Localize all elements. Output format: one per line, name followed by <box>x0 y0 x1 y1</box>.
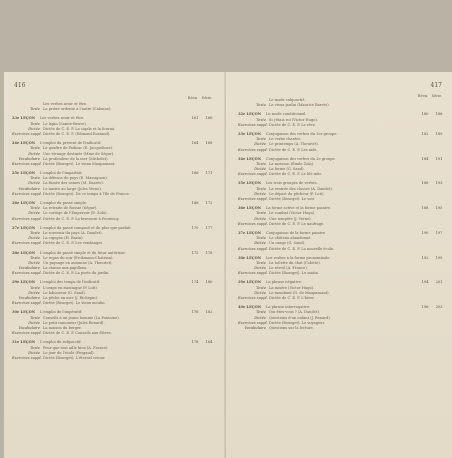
entry-text: Un paysage en automne (A. Theuriet). <box>43 260 113 265</box>
lesson-number: 24e LEÇON <box>12 141 36 146</box>
page-reference: 178 <box>205 250 213 255</box>
page-reference: 172 <box>191 250 199 255</box>
entry-text: La misère (Victor Hugo). <box>269 285 315 290</box>
entry-text: Dictée de C. E. P. Le blé mûr. <box>269 172 322 177</box>
page-reference: 201 <box>435 280 443 285</box>
entry-text: Qui êtes-vous ? (A. Daudet). <box>269 310 320 315</box>
entry-text: Dictée (Bourget). De ce temps à l'île de France. <box>43 191 130 196</box>
page-reference: 161 <box>191 116 199 121</box>
lesson-number: 30e LEÇON <box>12 310 36 315</box>
entry-label: Exercices suppl. <box>238 246 268 251</box>
entry-label: Dictée <box>28 290 40 295</box>
entry-label: Texte <box>30 206 40 211</box>
entry-text: Dictée (Bourget). Le matin. <box>269 271 319 276</box>
entry-label: Dictée <box>254 191 266 196</box>
entry-label: Exercices suppl. <box>238 320 268 325</box>
page-reference: 171 <box>205 171 213 176</box>
entry-label: Texte <box>256 161 266 166</box>
right-column-header-1: Réen. <box>417 94 429 98</box>
entry-label: Dictée <box>28 320 40 325</box>
page-reference: 177 <box>205 225 213 230</box>
entry-label: Dictée <box>28 211 40 216</box>
entry-label: Texte <box>256 236 266 241</box>
entry-label: Vocabulaire <box>18 266 40 271</box>
entry-text: Pour que tout aille bien (A. France). <box>43 345 109 350</box>
page-reference: 197 <box>435 230 443 235</box>
entry-text: La moisson (Émile Zola). <box>269 161 315 166</box>
entry-text: Le combat (Victor Hugo). <box>269 211 316 216</box>
entry-text: Le gouffre de Padirac (E. Jacquelines). <box>43 146 114 151</box>
page-reference: 180 <box>205 280 213 285</box>
entry-text: Le mode subjonctif. <box>269 98 305 102</box>
entry-label: Texte <box>256 117 266 122</box>
entry-text: Le navire au large (Jules Verne). <box>43 186 102 191</box>
entry-label: Dictée <box>254 290 266 295</box>
page-reference: 182 <box>421 131 429 136</box>
entry-label: Exercices suppl. <box>12 331 42 336</box>
entry-label: Dictée <box>254 315 266 320</box>
entry-text: L'emploi du présent de l'indicatif. <box>40 141 102 146</box>
lesson-number: 32e LEÇON <box>238 112 262 117</box>
entry-label: Exercices suppl. <box>12 301 42 306</box>
entry-label: Texte <box>30 285 40 290</box>
entry-text: Questions sur la lecture. <box>269 325 314 330</box>
entry-label: Dictée <box>28 260 40 265</box>
page-reference: 203 <box>435 305 443 310</box>
entry-text: Dictée de C. E. P. La porte du jardin. <box>43 271 110 276</box>
entry-text: L'emploi du passé simple. <box>40 201 88 205</box>
entry-text: Conjugaison des verbes du 1er groupe. <box>266 131 338 136</box>
page-reference: 195 <box>435 206 443 211</box>
entry-text: La maison du berger. <box>43 325 82 330</box>
entry-label: Texte <box>256 211 266 216</box>
entry-text: La prière ardente à l'autre (Calonne). <box>43 107 112 112</box>
entry-label: Vocabulaire <box>18 186 40 191</box>
entry-text: Dictée de C. E. P. La nouvelle école. <box>269 246 335 251</box>
entry-text: Le cortège de l'Empereur (E. Zola). <box>43 211 108 216</box>
entry-text: La forme active et la forme passive. <box>266 206 332 211</box>
page-reference: 184 <box>205 340 213 345</box>
entry-text: Si j'étais roi (Victor Hugo). <box>269 117 318 122</box>
entry-text: La pêche en mer (J. Richepin). <box>43 296 99 300</box>
entry-label: Dictée <box>28 181 40 186</box>
entry-label: Dictée <box>254 216 266 221</box>
entry-label: Texte <box>30 345 40 350</box>
entry-label: Vocabulaire <box>18 325 40 330</box>
page-reference: 164 <box>191 141 199 146</box>
entry-text: Dictée (Bourget). L'éternel retour. <box>43 355 106 360</box>
entry-label: Exercices suppl. <box>12 131 42 136</box>
entry-label: Vocabulaire <box>18 296 40 300</box>
entry-text: La cigogne (H. Bazin). <box>43 236 84 241</box>
entry-text: Le verbe chanter. <box>269 137 301 142</box>
entry-label: Dictée <box>28 126 40 131</box>
right-page-lines <box>238 98 446 331</box>
page-references <box>188 356 216 361</box>
entry-text: Les verbes avoir et être. <box>40 116 85 121</box>
entry-label: Exercices suppl. <box>238 122 268 127</box>
entry-text: Les verbes avoir et être. <box>43 102 88 106</box>
lesson-number: 38e LEÇON <box>238 255 262 260</box>
lesson-number: 31e LEÇON <box>12 340 36 345</box>
lesson-number: 27e LEÇON <box>12 225 36 230</box>
entry-text: Le lapin (Sainte-Beuve). <box>43 121 87 126</box>
entry-text: Le réveil (A. France). <box>269 266 308 271</box>
entry-text: Le petit ramoneur (Jules Renard). <box>43 320 105 325</box>
entry-text: La ferme (G. Sand). <box>269 167 305 172</box>
entry-text: Dictée de C. E. P. L'hiver. <box>269 296 315 300</box>
entry-text: Dictée de C. E. P. Les nids. <box>269 147 318 152</box>
entry-text: Dictée de C. E. P. Le naufrage. <box>269 221 325 226</box>
entry-label: Dictée <box>254 241 266 246</box>
entry-text: L'emploi du passé simple et du futur antérieur. <box>40 250 126 255</box>
left-column-header-2: Série. <box>201 96 213 100</box>
lesson-number: 35e LEÇON <box>238 181 262 186</box>
lesson-number: 28e LEÇON <box>12 250 36 255</box>
entry-text: La chasse aux papillons. <box>43 266 88 271</box>
entry-text: Dictée de C. E. P. Le rêve. <box>269 122 317 127</box>
left-column-headers <box>186 96 214 100</box>
right-column-header-2: Série. <box>431 94 443 98</box>
entry-text: La toilette du chat (Colette). <box>269 260 321 265</box>
entry-label: Texte <box>30 146 40 151</box>
entry-label: Texte <box>30 121 40 126</box>
entry-label: Dictée <box>254 167 266 172</box>
entry-label: Exercices suppl. <box>238 172 268 177</box>
right-page-number: 417 <box>430 82 442 89</box>
page-references <box>418 326 446 331</box>
entry-label: Dictée <box>254 142 266 147</box>
page-reference: 166 <box>205 116 213 121</box>
entry-text: L'emploi des temps de l'indicatif. <box>40 280 101 285</box>
page-reference: 196 <box>421 305 429 310</box>
page-reference: 184 <box>421 156 429 161</box>
entry-text: Conseils à un jeune homme (La Fontaine). <box>43 315 120 320</box>
entry-label: Texte <box>30 230 40 235</box>
entry-text: Le repas du soir (Erckmann-Chatrian). <box>43 255 114 260</box>
page-reference: 192 <box>421 255 429 260</box>
entry-text: Le mendiant (G. de Maupassant). <box>269 290 330 295</box>
entry-text: Le souvenir du pays (A. Daudet). <box>43 230 103 235</box>
entry-text: Un orage (G. Sand). <box>269 241 306 246</box>
page-reference: 182 <box>205 310 213 315</box>
entry-text: L'emploi de l'imparfait. <box>40 171 83 176</box>
entry-label: Dictée <box>28 236 40 241</box>
left-page-lines <box>12 102 216 361</box>
entry-text: Une étrange destinée (Mme de Ségur). <box>43 151 115 156</box>
entry-text: La retraite de Russie (Ségur). <box>43 206 98 211</box>
page-reference: 186 <box>421 181 429 186</box>
page-reference: 168 <box>191 201 199 205</box>
toc-row <box>238 326 446 331</box>
entry-text: Dictée de C. E. P. Les vendanges. <box>43 241 104 246</box>
left-column-header-1: Réen. <box>187 96 199 100</box>
entry-label: Dictée <box>254 266 266 271</box>
entry-label: Texte <box>30 255 40 260</box>
lesson-number: 39e LEÇON <box>238 280 262 285</box>
entry-label: Exercices suppl. <box>12 191 42 196</box>
entry-label: Texte <box>256 137 266 142</box>
lesson-number: 34e LEÇON <box>238 156 262 161</box>
page-reference: 166 <box>191 171 199 176</box>
page-reference: 194 <box>421 280 429 285</box>
page-reference: 174 <box>191 280 199 285</box>
page-reference: 172 <box>205 201 213 205</box>
entry-text: Conjugaison de la forme passive. <box>266 230 327 235</box>
entry-text: La défense du pays (E. Massignon). <box>43 176 108 181</box>
entry-text: Dictée de C. E. P. La bravoure à Fontenoy. <box>43 216 120 221</box>
entry-text: Conjugaison des verbes du 2e groupe. <box>266 156 336 161</box>
entry-text: Questions d'un enfant (J. Renard). <box>269 315 331 320</box>
page-reference: 189 <box>435 131 443 136</box>
entry-label: Texte <box>256 260 266 265</box>
left-page <box>4 72 226 458</box>
lesson-number: 33e LEÇON <box>238 131 262 136</box>
lesson-number: 37e LEÇON <box>238 230 262 235</box>
page-reference: 193 <box>435 181 443 186</box>
entry-text: L'emploi du subjonctif. <box>40 340 82 345</box>
entry-label: Texte <box>256 310 266 315</box>
entry-text: Dictée de C. E. P. Conseils aux élèves. <box>43 331 112 336</box>
entry-label: Exercices suppl. <box>238 221 268 226</box>
page-reference: 178 <box>191 340 199 345</box>
entry-label: Exercices suppl. <box>12 271 42 276</box>
entry-text: Une tempête (J. Verne). <box>269 216 312 221</box>
page-reference: 186 <box>435 112 443 117</box>
entry-text: Dictée (Bourget). Le vieux Maupassant. <box>43 161 116 166</box>
entry-text: Dictée de C. E. P. (Edmond Rostand). <box>43 131 111 136</box>
entry-label: Exercices suppl. <box>238 197 268 201</box>
entry-text: Le printemps (A. Theuriet). <box>269 142 319 147</box>
entry-text: La fumée des usines (M. Suarès). <box>43 181 104 186</box>
entry-text: Le château abandonné. <box>269 236 312 241</box>
entry-text: Le vieux jardin (Maurice Barrès). <box>269 103 330 108</box>
lesson-number: 36e LEÇON <box>238 206 262 211</box>
entry-text: Dictée de C. E. P. La cigale et la fourmi. <box>43 126 116 131</box>
page-reference: 199 <box>435 255 443 260</box>
entry-text: La phrase négative. <box>266 280 303 285</box>
page-reference: 191 <box>435 156 443 161</box>
entry-text: Dictée (Bourget). Le vieux moulin. <box>43 301 106 306</box>
entry-text: L'orage en montagne (P. Loti). <box>43 285 98 290</box>
entry-label: Dictée <box>28 151 40 156</box>
entry-label: Exercices suppl. <box>238 271 268 276</box>
lesson-number: 23e LEÇON <box>12 116 36 121</box>
page-reference: 180 <box>421 112 429 117</box>
entry-label: Exercices suppl. <box>12 241 42 246</box>
entry-text: Le départ du pêcheur (P. Loti). <box>269 191 325 196</box>
lesson-number: 40e LEÇON <box>238 305 262 310</box>
entry-text: L'emploi du passé composé et du plus-que-parfait. <box>40 225 132 230</box>
entry-text: La phrase interrogative. <box>266 305 311 310</box>
entry-label: Dictée <box>28 350 40 355</box>
entry-label: Texte <box>256 103 266 108</box>
entry-text: Dictée (Bourget). Le voyageur. <box>269 320 325 325</box>
entry-label: Texte <box>30 107 40 112</box>
entry-label: Exercices suppl. <box>238 147 268 152</box>
entry-text: Dictée (Bourget). Le soir. <box>269 197 315 201</box>
toc-row <box>12 356 216 361</box>
entry-label: Texte <box>256 285 266 290</box>
entry-text: La rentrée des classes (A. Daudet). <box>269 186 333 191</box>
entry-text: Le mode conditionnel. <box>266 112 307 117</box>
page-reference: 188 <box>421 206 429 211</box>
page-reference: 170 <box>191 225 199 230</box>
entry-text: Le jour de l'école (Pergaud). <box>43 350 95 355</box>
page-reference: 168 <box>205 141 213 146</box>
entry-label: Exercices suppl. <box>12 161 42 166</box>
page-reference: 176 <box>191 310 199 315</box>
lesson-number: 25e LEÇON <box>12 171 36 176</box>
left-page-number: 416 <box>14 82 26 89</box>
entry-label: Exercices suppl. <box>238 296 268 300</box>
lesson-number: 26e LEÇON <box>12 201 36 205</box>
entry-text: Le laboureur (G. Sand). <box>43 290 86 295</box>
right-page <box>226 72 452 458</box>
entry-label: Vocabulaire <box>244 325 266 330</box>
entry-label: Exercices suppl. <box>12 216 42 221</box>
page-reference: 190 <box>421 230 429 235</box>
entry-label: Texte <box>30 315 40 320</box>
entry-label: Vocabulaire <box>18 156 40 161</box>
lesson-number: 29e LEÇON <box>12 280 36 285</box>
entry-text: Les trois groupes de verbes. <box>266 181 318 186</box>
entry-text: L'emploi de l'impératif. <box>40 310 83 315</box>
entry-text: Les verbes à la forme pronominale. <box>266 255 331 260</box>
entry-label: Exercices suppl. <box>12 355 42 360</box>
entry-label: Texte <box>256 186 266 191</box>
entry-text: La profondeur de la mer (Michelet). <box>43 156 109 161</box>
entry-label: Texte <box>30 176 40 181</box>
